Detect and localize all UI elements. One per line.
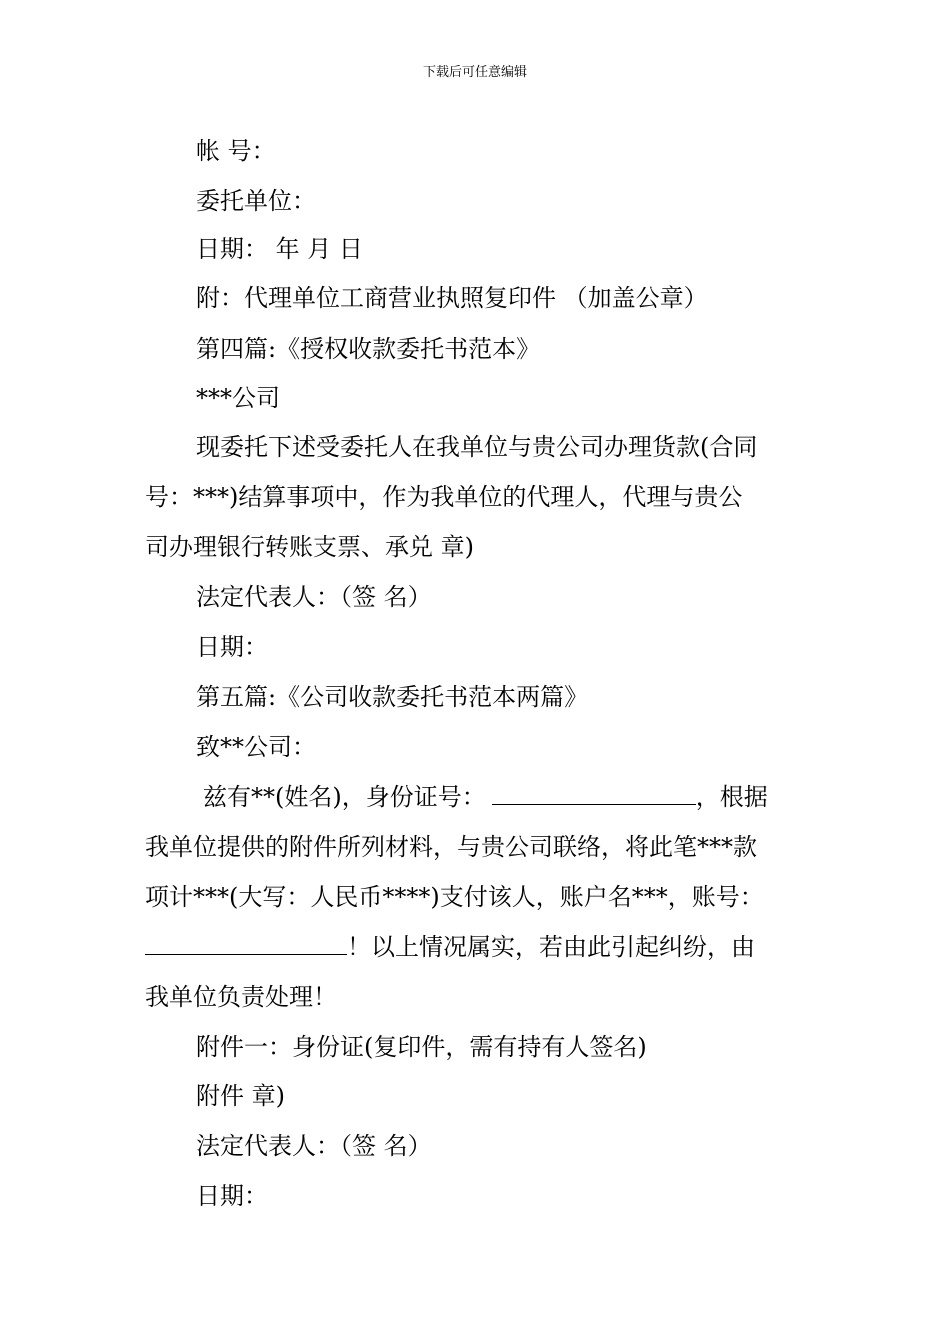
paragraph-line: 我单位负责处理！ [145, 983, 337, 1011]
entrusting-unit-label: 委托单位： [196, 187, 316, 215]
paragraph-line: 我单位提供的附件所列材料，与贵公司联络，将此笔***款 [145, 833, 757, 861]
section-four-title: 第四篇:《授权收款委托书范本》 [196, 335, 541, 363]
date-label: 日期： [196, 633, 268, 661]
legal-representative-signature: 法定代表人：（签 名） [196, 583, 432, 611]
attachment-two: 附件 章) [196, 1082, 285, 1110]
page-header: 下载后可任意编辑 [422, 65, 527, 80]
account-number-label: 帐 号： [196, 137, 276, 165]
recipient-line: 致**公司： [196, 733, 316, 761]
id-number-suffix: ，根据 [695, 783, 768, 811]
paragraph-line: 项计***(大写：人民币****)支付该人，账户名***，账号： [145, 883, 764, 911]
account-number-line [145, 931, 755, 963]
id-number-blank [492, 782, 696, 805]
account-number-blank [145, 932, 347, 955]
account-line-text: ！以上情况属实，若由此引起纠纷，由 [347, 933, 755, 961]
section-five-title: 第五篇:《公司收款委托书范本两篇》 [196, 683, 589, 711]
company-addressee: ***公司 [196, 384, 280, 412]
id-number-line [203, 781, 768, 813]
paragraph-line: 现委托下述受委托人在我单位与贵公司办理货款(合同 [196, 433, 758, 461]
attachment-one: 附件一：身份证(复印件，需有持有人签名) [196, 1033, 647, 1061]
id-number-label: 兹有**(姓名)，身份证号： [203, 783, 486, 811]
date-line: 日期： 年 月 日 [196, 235, 363, 263]
paragraph-line: 号：***)结算事项中，作为我单位的代理人，代理与贵公 [145, 483, 743, 511]
legal-representative-signature: 法定代表人：（签 名） [196, 1132, 432, 1160]
date-label: 日期： [196, 1182, 268, 1210]
paragraph-line: 司办理银行转账支票、承兑 章) [145, 533, 474, 561]
attachment-note: 附：代理单位工商营业执照复印件 （加盖公章） [196, 284, 708, 312]
